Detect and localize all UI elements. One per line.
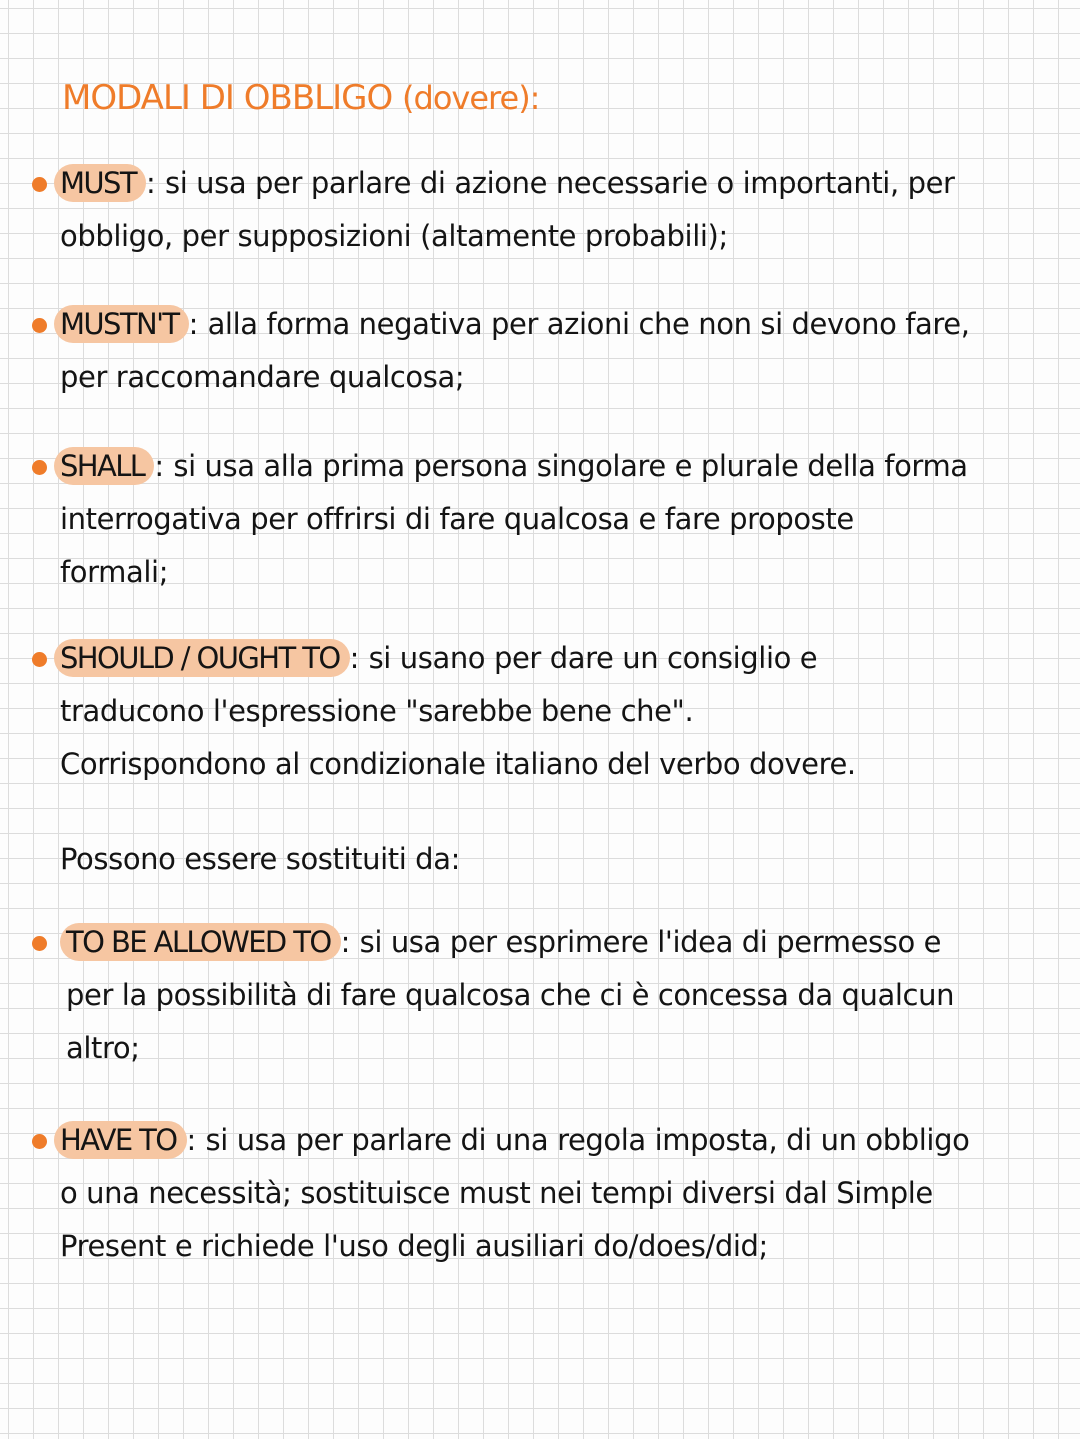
list-item-shall	[60, 440, 1060, 599]
list-item-must	[60, 157, 1060, 263]
term-highlight: SHALL	[54, 447, 154, 485]
term-highlight: MUSTN'T	[54, 305, 189, 343]
term-highlight: MUST	[54, 164, 146, 202]
bullet-icon	[32, 460, 47, 475]
page-title	[62, 78, 539, 118]
item-line: altro;	[66, 1031, 140, 1065]
item-line: formali;	[60, 555, 169, 589]
item-line: SHALL : si usa alla prima persona singolare e plurale della forma	[60, 440, 1060, 493]
list-item-have-to	[60, 1114, 1060, 1273]
item-line: per raccomandare qualcosa;	[60, 360, 465, 394]
bullet-icon	[32, 652, 47, 667]
item-line: obbligo, per supposizioni (altamente probabili);	[60, 219, 728, 253]
item-line: o una necessità; sostituisce must nei tempi diversi dal Simple	[60, 1176, 933, 1210]
list-item-mustnt	[60, 298, 1060, 404]
substitutes-intro: Possono essere sostituiti da:	[60, 842, 460, 876]
item-line: traducono l'espressione "sarebbe bene che".	[60, 694, 694, 728]
term-highlight: SHOULD / OUGHT TO	[54, 639, 350, 677]
item-line: per la possibilità di fare qualcosa che ci è concessa da qualcun	[66, 978, 955, 1012]
list-item-should	[60, 632, 1060, 791]
item-line: HAVE TO : si usa per parlare di una regola imposta, di un obbligo	[60, 1114, 1060, 1167]
bullet-icon	[32, 177, 47, 192]
item-line: SHOULD / OUGHT TO : si usano per dare un consiglio e	[60, 632, 1060, 685]
item-line: Corrispondono al condizionale italiano del verbo dovere.	[60, 747, 856, 781]
term-highlight: HAVE TO	[54, 1121, 187, 1159]
item-line: Present e richiede l'uso degli ausiliari do/does/did;	[60, 1229, 768, 1263]
item-line: MUST : si usa per parlare di azione necessarie o importanti, per	[60, 157, 1060, 210]
title-main: MODALI DI OBBLIGO	[62, 78, 393, 118]
bullet-icon	[32, 936, 47, 951]
item-line: MUSTN'T : alla forma negativa per azioni che non si devono fare,	[60, 298, 1060, 351]
title-sub: (dovere):	[402, 79, 540, 117]
term-highlight: TO BE ALLOWED TO	[60, 923, 341, 961]
bullet-icon	[32, 1134, 47, 1149]
list-item-allowed	[66, 916, 1066, 1075]
item-line: TO BE ALLOWED TO : si usa per esprimere l'idea di permesso e	[66, 916, 1066, 969]
item-line: interrogativa per offrirsi di fare qualcosa e fare proposte	[60, 502, 854, 536]
bullet-icon	[32, 318, 47, 333]
